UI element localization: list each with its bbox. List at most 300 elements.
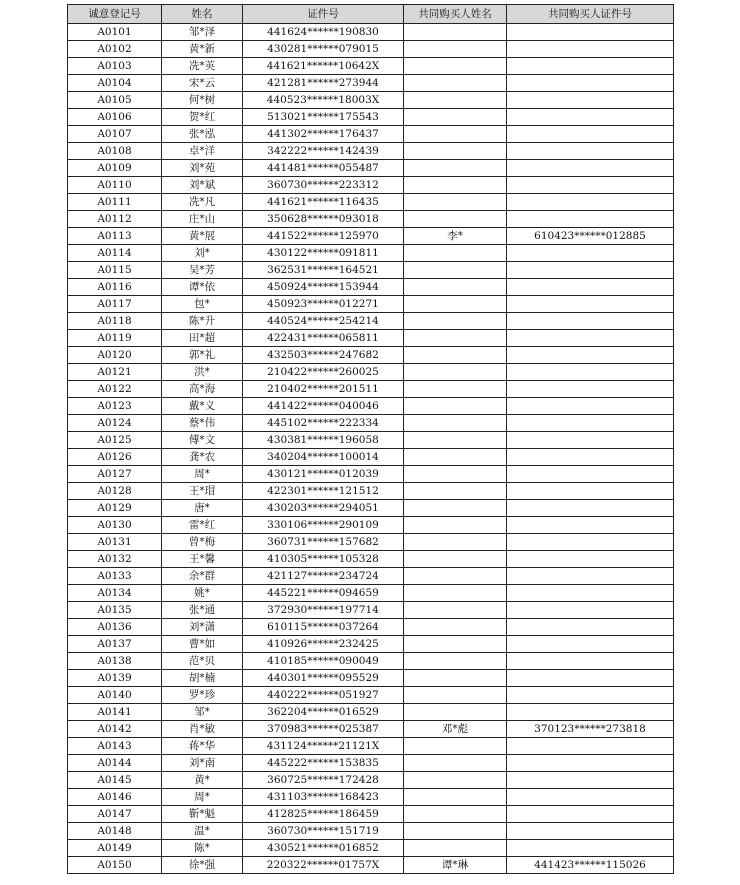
table-row <box>68 398 674 415</box>
table-row <box>68 211 674 228</box>
cell-id-number: 430203******294051 <box>243 500 404 517</box>
cell-id-number: 440524******254214 <box>243 313 404 330</box>
cell-name: 刘*苑 <box>162 160 243 177</box>
table-row <box>68 279 674 296</box>
cell-name: 曹*如 <box>162 636 243 653</box>
table-row <box>68 313 674 330</box>
table-row <box>68 789 674 806</box>
cell-name: 傅*文 <box>162 432 243 449</box>
cell-id-number: 441522******125970 <box>243 228 404 245</box>
cell-id-number: 422301******121512 <box>243 483 404 500</box>
cell-name: 冼*英 <box>162 58 243 75</box>
cell-co-id <box>507 772 674 789</box>
cell-id-number: 350628******093018 <box>243 211 404 228</box>
cell-name: 田*超 <box>162 330 243 347</box>
cell-co-id <box>507 585 674 602</box>
table-row <box>68 24 674 41</box>
cell-id-number: 342222******142439 <box>243 143 404 160</box>
cell-id-number: 441302******176437 <box>243 126 404 143</box>
cell-co-name <box>404 415 507 432</box>
cell-co-name <box>404 602 507 619</box>
cell-registration-no: A0122 <box>68 381 162 398</box>
cell-registration-no: A0116 <box>68 279 162 296</box>
cell-co-id <box>507 262 674 279</box>
cell-name: 谭*依 <box>162 279 243 296</box>
cell-name: 洪* <box>162 364 243 381</box>
cell-registration-no: A0141 <box>68 704 162 721</box>
cell-id-number: 450924******153944 <box>243 279 404 296</box>
cell-registration-no: A0145 <box>68 772 162 789</box>
table-row <box>68 840 674 857</box>
table-row <box>68 857 674 874</box>
cell-name: 陈*升 <box>162 313 243 330</box>
cell-co-name <box>404 432 507 449</box>
cell-co-name <box>404 534 507 551</box>
cell-co-name <box>404 789 507 806</box>
table-row <box>68 772 674 789</box>
cell-co-name <box>404 347 507 364</box>
cell-id-number: 422431******065811 <box>243 330 404 347</box>
cell-id-number: 340204******100014 <box>243 449 404 466</box>
cell-registration-no: A0129 <box>68 500 162 517</box>
cell-co-id <box>507 483 674 500</box>
cell-name: 郭*礼 <box>162 347 243 364</box>
table-row <box>68 534 674 551</box>
cell-id-number: 441621******116435 <box>243 194 404 211</box>
cell-co-name <box>404 466 507 483</box>
cell-co-id: 610423******012885 <box>507 228 674 245</box>
cell-registration-no: A0147 <box>68 806 162 823</box>
cell-name: 邹* <box>162 704 243 721</box>
cell-name: 庄*山 <box>162 211 243 228</box>
cell-name: 冼*凡 <box>162 194 243 211</box>
cell-name: 雷*红 <box>162 517 243 534</box>
cell-co-id <box>507 24 674 41</box>
cell-co-id <box>507 789 674 806</box>
table-row <box>68 245 674 262</box>
table-row <box>68 75 674 92</box>
table-row <box>68 687 674 704</box>
cell-co-name: 谭*琳 <box>404 857 507 874</box>
cell-name: 刘*南 <box>162 755 243 772</box>
cell-co-id <box>507 109 674 126</box>
header-name: 姓名 <box>162 5 243 24</box>
cell-id-number: 360730******151719 <box>243 823 404 840</box>
cell-co-id <box>507 75 674 92</box>
cell-registration-no: A0131 <box>68 534 162 551</box>
cell-name: 黄*展 <box>162 228 243 245</box>
cell-id-number: 370983******025387 <box>243 721 404 738</box>
cell-id-number: 362531******164521 <box>243 262 404 279</box>
cell-id-number: 430281******079015 <box>243 41 404 58</box>
cell-id-number: 513021******175543 <box>243 109 404 126</box>
cell-co-id <box>507 279 674 296</box>
table-row <box>68 602 674 619</box>
cell-registration-no: A0144 <box>68 755 162 772</box>
table-row <box>68 296 674 313</box>
cell-id-number: 430521******016852 <box>243 840 404 857</box>
cell-id-number: 610115******037264 <box>243 619 404 636</box>
cell-registration-no: A0101 <box>68 24 162 41</box>
cell-registration-no: A0148 <box>68 823 162 840</box>
cell-registration-no: A0113 <box>68 228 162 245</box>
cell-id-number: 430121******012039 <box>243 466 404 483</box>
cell-registration-no: A0130 <box>68 517 162 534</box>
cell-co-name: 邓*彪 <box>404 721 507 738</box>
cell-co-name <box>404 381 507 398</box>
cell-id-number: 210402******201511 <box>243 381 404 398</box>
cell-registration-no: A0132 <box>68 551 162 568</box>
cell-co-name <box>404 449 507 466</box>
cell-registration-no: A0119 <box>68 330 162 347</box>
cell-registration-no: A0140 <box>68 687 162 704</box>
cell-name: 刘* <box>162 245 243 262</box>
cell-name: 吴*芳 <box>162 262 243 279</box>
cell-registration-no: A0149 <box>68 840 162 857</box>
table-row <box>68 551 674 568</box>
cell-co-name <box>404 296 507 313</box>
table-row <box>68 432 674 449</box>
cell-co-id <box>507 177 674 194</box>
cell-id-number: 441621******10642X <box>243 58 404 75</box>
cell-registration-no: A0121 <box>68 364 162 381</box>
cell-co-name <box>404 755 507 772</box>
cell-co-name <box>404 687 507 704</box>
cell-name: 贺*红 <box>162 109 243 126</box>
cell-name: 温* <box>162 823 243 840</box>
cell-co-id <box>507 466 674 483</box>
cell-co-name <box>404 738 507 755</box>
table-row <box>68 177 674 194</box>
cell-co-name <box>404 194 507 211</box>
cell-id-number: 410185******090049 <box>243 653 404 670</box>
cell-co-id <box>507 517 674 534</box>
cell-id-number: 412825******186459 <box>243 806 404 823</box>
cell-name: 刘*潇 <box>162 619 243 636</box>
cell-registration-no: A0114 <box>68 245 162 262</box>
table-row <box>68 483 674 500</box>
cell-co-id <box>507 398 674 415</box>
cell-id-number: 440523******18003X <box>243 92 404 109</box>
cell-name: 徐*强 <box>162 857 243 874</box>
cell-registration-no: A0142 <box>68 721 162 738</box>
cell-name: 曾*梅 <box>162 534 243 551</box>
cell-id-number: 440301******095529 <box>243 670 404 687</box>
cell-co-id <box>507 330 674 347</box>
cell-registration-no: A0104 <box>68 75 162 92</box>
table-row <box>68 41 674 58</box>
cell-id-number: 430381******196058 <box>243 432 404 449</box>
cell-id-number: 440222******051927 <box>243 687 404 704</box>
cell-registration-no: A0143 <box>68 738 162 755</box>
cell-registration-no: A0134 <box>68 585 162 602</box>
cell-co-id <box>507 415 674 432</box>
cell-co-id <box>507 296 674 313</box>
cell-co-name <box>404 262 507 279</box>
table-row <box>68 738 674 755</box>
header-registration-no: 诚意登记号 <box>68 5 162 24</box>
table-row <box>68 500 674 517</box>
cell-id-number: 421127******234724 <box>243 568 404 585</box>
cell-co-name <box>404 126 507 143</box>
cell-co-name <box>404 585 507 602</box>
cell-name: 王*馨 <box>162 551 243 568</box>
table-row <box>68 381 674 398</box>
table-row <box>68 466 674 483</box>
cell-co-name <box>404 653 507 670</box>
table-row <box>68 194 674 211</box>
cell-registration-no: A0126 <box>68 449 162 466</box>
cell-co-name <box>404 92 507 109</box>
cell-co-id <box>507 381 674 398</box>
table-body <box>68 24 674 874</box>
cell-name: 龚*农 <box>162 449 243 466</box>
table-row <box>68 806 674 823</box>
cell-name: 胡*楠 <box>162 670 243 687</box>
cell-registration-no: A0139 <box>68 670 162 687</box>
cell-co-id <box>507 126 674 143</box>
cell-co-id <box>507 840 674 857</box>
cell-id-number: 421281******273944 <box>243 75 404 92</box>
cell-co-name <box>404 619 507 636</box>
cell-co-id <box>507 211 674 228</box>
cell-name: 姚* <box>162 585 243 602</box>
cell-co-name: 李* <box>404 228 507 245</box>
cell-registration-no: A0110 <box>68 177 162 194</box>
table-row <box>68 823 674 840</box>
cell-id-number: 445102******222334 <box>243 415 404 432</box>
cell-name: 张*泓 <box>162 126 243 143</box>
cell-registration-no: A0135 <box>68 602 162 619</box>
cell-co-name <box>404 483 507 500</box>
cell-name: 靳*魁 <box>162 806 243 823</box>
cell-co-id <box>507 449 674 466</box>
cell-co-name <box>404 806 507 823</box>
cell-co-name <box>404 704 507 721</box>
cell-co-name <box>404 313 507 330</box>
cell-name: 刘*斌 <box>162 177 243 194</box>
cell-registration-no: A0138 <box>68 653 162 670</box>
cell-co-id <box>507 823 674 840</box>
cell-registration-no: A0109 <box>68 160 162 177</box>
cell-co-name <box>404 109 507 126</box>
cell-registration-no: A0108 <box>68 143 162 160</box>
cell-name: 戴*义 <box>162 398 243 415</box>
cell-co-name <box>404 398 507 415</box>
cell-registration-no: A0127 <box>68 466 162 483</box>
cell-registration-no: A0123 <box>68 398 162 415</box>
cell-registration-no: A0136 <box>68 619 162 636</box>
table-row <box>68 619 674 636</box>
cell-id-number: 410926******232425 <box>243 636 404 653</box>
cell-co-name <box>404 245 507 262</box>
cell-co-name <box>404 636 507 653</box>
table-row <box>68 449 674 466</box>
cell-registration-no: A0106 <box>68 109 162 126</box>
table-header-row <box>68 5 674 24</box>
cell-name: 卓*洋 <box>162 143 243 160</box>
cell-co-id <box>507 619 674 636</box>
cell-co-name <box>404 160 507 177</box>
registration-table <box>67 4 674 874</box>
table-row <box>68 568 674 585</box>
table-row <box>68 755 674 772</box>
cell-co-id <box>507 568 674 585</box>
table-row <box>68 330 674 347</box>
cell-registration-no: A0105 <box>68 92 162 109</box>
table-row <box>68 585 674 602</box>
table-row <box>68 109 674 126</box>
table-row <box>68 721 674 738</box>
cell-co-id: 441423******115026 <box>507 857 674 874</box>
table-row <box>68 126 674 143</box>
cell-co-name <box>404 41 507 58</box>
cell-co-id <box>507 313 674 330</box>
cell-name: 蔡*伟 <box>162 415 243 432</box>
cell-name: 周* <box>162 466 243 483</box>
cell-co-id <box>507 806 674 823</box>
cell-name: 黄*新 <box>162 41 243 58</box>
cell-name: 高*海 <box>162 381 243 398</box>
table-row <box>68 347 674 364</box>
header-co-buyer-id: 共同购买人证件号 <box>507 5 674 24</box>
cell-co-name <box>404 211 507 228</box>
cell-co-id <box>507 670 674 687</box>
table-row <box>68 415 674 432</box>
cell-registration-no: A0124 <box>68 415 162 432</box>
cell-co-id <box>507 41 674 58</box>
cell-registration-no: A0111 <box>68 194 162 211</box>
cell-co-id <box>507 432 674 449</box>
cell-co-name <box>404 772 507 789</box>
cell-id-number: 220322******01757X <box>243 857 404 874</box>
cell-co-id <box>507 738 674 755</box>
cell-co-id <box>507 194 674 211</box>
cell-id-number: 441624******190830 <box>243 24 404 41</box>
cell-name: 张*通 <box>162 602 243 619</box>
cell-name: 余*群 <box>162 568 243 585</box>
table-row <box>68 92 674 109</box>
cell-co-name <box>404 517 507 534</box>
cell-co-id <box>507 143 674 160</box>
cell-co-name <box>404 551 507 568</box>
cell-registration-no: A0118 <box>68 313 162 330</box>
cell-co-id <box>507 755 674 772</box>
cell-co-id <box>507 704 674 721</box>
cell-id-number: 410305******105328 <box>243 551 404 568</box>
cell-name: 黄* <box>162 772 243 789</box>
cell-co-name <box>404 279 507 296</box>
cell-registration-no: A0112 <box>68 211 162 228</box>
cell-registration-no: A0115 <box>68 262 162 279</box>
cell-co-id <box>507 534 674 551</box>
cell-co-id <box>507 92 674 109</box>
cell-registration-no: A0120 <box>68 347 162 364</box>
cell-id-number: 360725******172428 <box>243 772 404 789</box>
cell-id-number: 360731******157682 <box>243 534 404 551</box>
cell-id-number: 360730******223312 <box>243 177 404 194</box>
table-row <box>68 636 674 653</box>
cell-registration-no: A0102 <box>68 41 162 58</box>
cell-id-number: 362204******016529 <box>243 704 404 721</box>
cell-name: 蒋*华 <box>162 738 243 755</box>
cell-name: 宋*云 <box>162 75 243 92</box>
cell-co-id <box>507 245 674 262</box>
cell-id-number: 430122******091811 <box>243 245 404 262</box>
cell-name: 陈* <box>162 840 243 857</box>
cell-registration-no: A0133 <box>68 568 162 585</box>
table-row <box>68 58 674 75</box>
cell-name: 王*瑁 <box>162 483 243 500</box>
cell-co-name <box>404 330 507 347</box>
table-row <box>68 262 674 279</box>
header-co-buyer-name: 共同购买人姓名 <box>404 5 507 24</box>
cell-name: 唐* <box>162 500 243 517</box>
cell-registration-no: A0103 <box>68 58 162 75</box>
cell-co-name <box>404 24 507 41</box>
cell-registration-no: A0137 <box>68 636 162 653</box>
table-row <box>68 517 674 534</box>
cell-co-name <box>404 364 507 381</box>
cell-name: 肖*敏 <box>162 721 243 738</box>
table-row <box>68 364 674 381</box>
cell-name: 范*贝 <box>162 653 243 670</box>
cell-id-number: 210422******260025 <box>243 364 404 381</box>
table-row <box>68 143 674 160</box>
cell-id-number: 372930******197714 <box>243 602 404 619</box>
header-id-number: 证件号 <box>243 5 404 24</box>
cell-co-name <box>404 177 507 194</box>
cell-name: 何*树 <box>162 92 243 109</box>
cell-co-id <box>507 653 674 670</box>
cell-co-name <box>404 143 507 160</box>
cell-co-id <box>507 687 674 704</box>
cell-id-number: 431124******21121X <box>243 738 404 755</box>
cell-id-number: 431103******168423 <box>243 789 404 806</box>
cell-co-id <box>507 500 674 517</box>
cell-co-id <box>507 551 674 568</box>
cell-co-name <box>404 840 507 857</box>
cell-co-id <box>507 364 674 381</box>
table-row <box>68 160 674 177</box>
cell-co-id <box>507 636 674 653</box>
cell-co-id <box>507 602 674 619</box>
cell-co-id <box>507 347 674 364</box>
table-row <box>68 653 674 670</box>
cell-registration-no: A0117 <box>68 296 162 313</box>
cell-name: 罗*珍 <box>162 687 243 704</box>
cell-registration-no: A0125 <box>68 432 162 449</box>
cell-id-number: 441481******055487 <box>243 160 404 177</box>
cell-id-number: 432503******247682 <box>243 347 404 364</box>
table-row <box>68 704 674 721</box>
cell-registration-no: A0150 <box>68 857 162 874</box>
cell-id-number: 330106******290109 <box>243 517 404 534</box>
cell-id-number: 441422******040046 <box>243 398 404 415</box>
cell-co-id: 370123******273818 <box>507 721 674 738</box>
cell-co-name <box>404 823 507 840</box>
cell-co-name <box>404 670 507 687</box>
cell-id-number: 450923******012271 <box>243 296 404 313</box>
cell-co-name <box>404 75 507 92</box>
cell-co-name <box>404 500 507 517</box>
cell-co-id <box>507 58 674 75</box>
cell-name: 邹*泽 <box>162 24 243 41</box>
cell-co-name <box>404 568 507 585</box>
cell-name: 周* <box>162 789 243 806</box>
cell-registration-no: A0128 <box>68 483 162 500</box>
cell-id-number: 445221******094659 <box>243 585 404 602</box>
